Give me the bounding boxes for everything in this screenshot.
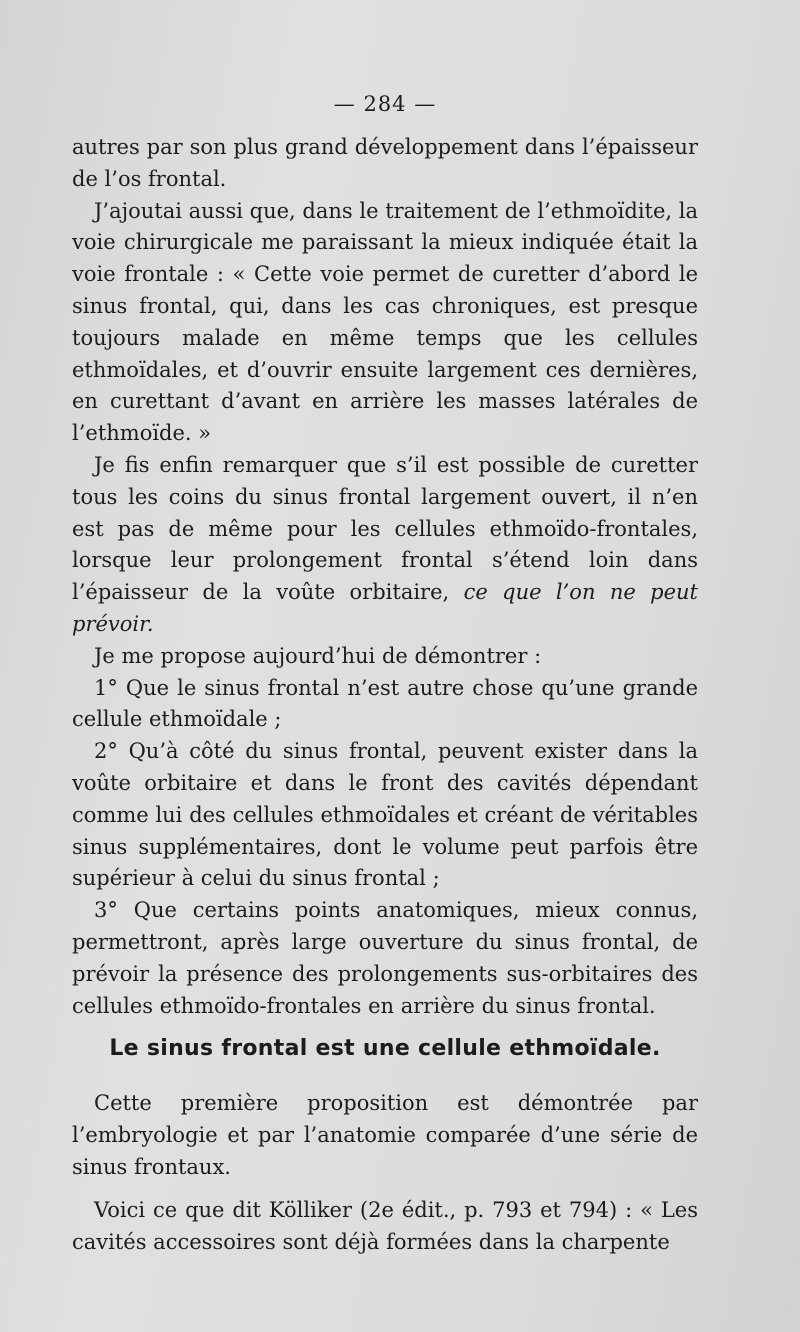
body-text-bottom [72, 1088, 698, 1271]
list-item: 3° Que certains points anatomiques, mieux connus, permettront, après large ouverture du sinus frontal, de prévoir la présence des prolongements sus-orbitaires des cellules ethmoïdo-frontales en arrière du sinus frontal. [72, 898, 698, 1018]
paragraph [72, 450, 698, 641]
list-item: 1° Que le sinus frontal n’est autre chose qu’une grande cellule ethmoïdale ; [72, 675, 698, 732]
paragraph: J’ajoutai aussi que, dans le traitement de l’ethmoïdite, la voie chirurgicale me paraissant la mieux indiquée était la voie frontale : « Cette voie permet de curetter d’abord le sinus frontal, qui, dans les cas chroniques, est presque toujours malade en même temps que les cellules ethmoïdales, et d’ouvrir ensuite largement ces dernières, en curettant d’avant en arrière les masses latérales de l’ethmoïde. » [72, 198, 698, 446]
body-text-top [72, 132, 698, 1022]
list-item: 2° Qu’à côté du sinus frontal, peuvent exister dans la voûte orbitaire et dans le front des cavités dépendant comme lui des cellules ethmoïdales et créant de véritables sinus supplémentaires, dont le volume peut parfois être supérieur à celui du sinus frontal ; [72, 739, 698, 891]
section-heading: Le sinus frontal est une cellule ethmoïdale. [109, 1036, 661, 1061]
paragraph: Cette première proposition est démontrée par l’embryologie et par l’anatomie comparée d’une série de sinus frontaux. [72, 1091, 698, 1179]
page-number: — 284 — [333, 92, 437, 116]
paragraph: autres par son plus grand développement dans l’épaisseur de l’os frontal. [72, 135, 698, 191]
paragraph: Voici ce que dit Kölliker (2e édit., p. 793 et 794) : « Les cavités accessoires sont déjà formées dans la charpente [72, 1198, 698, 1255]
paragraph: Je me propose aujourd’hui de démontrer : [94, 643, 542, 668]
paragraph-italic-text: ce que l’on ne peut prévoir. [72, 580, 698, 636]
paragraph-text: Je fis enfin remarquer que s’il est possible de curetter tous les coins du sinus frontal largement ouvert, il n’en est pas de même pour les cellules ethmoïdo-frontales, lorsque leur prolongement frontal s’étend loin dans l’épaisseur de la voûte orbitaire, [72, 452, 698, 605]
